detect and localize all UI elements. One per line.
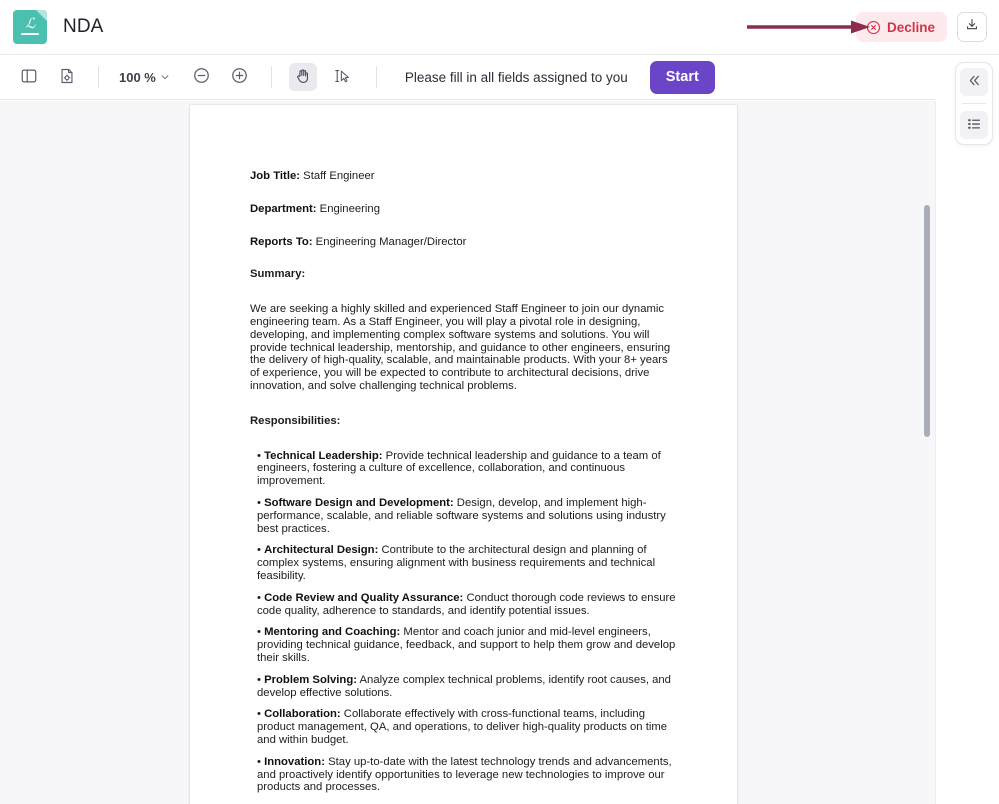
collapse-panel-button[interactable] [960,68,988,96]
field-value: Engineering Manager/Director [312,235,467,248]
list-item: • Architectural Design: Contribute to the architectural design and planning of complex systems, ensuring alignment with business requirements and technical feasibility. [257,544,656,582]
list-item-text: Mentor and coach junior and mid-level engineers, providing technical guidance, feedback, and support to help them grow and develop their skills. [257,626,676,664]
list-item-term: Innovation: [264,755,325,768]
viewer-toolbar [0,55,935,100]
start-button[interactable]: Start [650,61,715,94]
list-item: • Problem Solving: Analyze complex technical problems, identify root causes, and develop effective solutions. [257,673,671,699]
list-item-term: Code Review and Quality Assurance: [264,591,464,604]
annotation-arrow [747,19,871,35]
zoom-out-button[interactable] [188,63,216,91]
pan-tool-button[interactable] [289,63,317,91]
zoom-in-button[interactable] [226,63,254,91]
right-rail [955,62,993,145]
toolbar-divider-2 [271,66,272,88]
signature-document-icon: ℒ [13,10,47,44]
field-reports-to [250,236,680,249]
summary-heading: Summary: [250,268,306,281]
document-content [250,170,680,803]
list-item: • Technical Leadership: Provide technical leadership and guidance to a team of engineers, fostering a culture of excellence, collaboration, and continuous improvement. [257,449,661,488]
list-item-text: Analyze complex technical problems, identify root causes, and develop effective solutions. [257,673,671,699]
toolbar-divider-3 [376,66,377,88]
responsibilities-heading: Responsibilities: [250,414,341,427]
toolbar-divider-1 [98,66,99,88]
fields-list-button[interactable] [960,111,988,139]
list-item: • Collaboration: Collaborate effectively with cross-functional teams, including product management, QA, and operations, to deliver high-quality products on time and within budget. [257,708,668,746]
list-fields-icon [966,116,982,135]
list-item: • Software Design and Development: Design, develop, and implement high-performance, scalable, and reliable software systems and solutions using industry best practices. [257,496,666,535]
field-value: Engineering [316,202,380,215]
chevron-down-icon [160,70,170,85]
list-item: • Innovation: Stay up-to-date with the latest technology trends and advancements, and proactively identify opportunities to leverage new technologies to improve our products and processes. [257,755,672,794]
summary-paragraph: We are seeking a highly skilled and experienced Staff Engineer to join our dynamic engineering team. As a Staff Engineer, you will play a pivotal role in designing, developing, and implementing complex software systems and solutions. You will provide technical leadership, mentorship, and guidance to other engineers, ensuring the delivery of high-quality, scalable, and maintainable products. With your 8+ years of experience, you will be expected to contribute to architectural decisions, drive innovation, and solve challenging technical problems. [250,303,671,392]
responsibilities-list [250,450,680,795]
app-header [0,0,999,55]
list-item-term: Mentoring and Coaching: [264,626,401,639]
list-item-text: Conduct thorough code reviews to ensure code quality, adherence to standards, and identify potential issues. [257,591,676,617]
list-item-term: Technical Leadership: [264,449,383,462]
list-item-text: Provide technical leadership and guidance to a team of engineers, fostering a culture of excellence, collaboration, and continuous improvement. [257,449,661,488]
list-item: • Mentoring and Coaching: Mentor and coach junior and mid-level engineers, providing technical guidance, feedback, and support to help them grow and develop their skills. [257,626,676,664]
scrollbar-thumb[interactable] [924,205,930,437]
field-label: Job Title: [250,170,301,182]
document-gear-icon [58,67,76,88]
chevron-double-left-icon [967,73,982,91]
list-item-text: Contribute to the architectural design and planning of complex systems, ensuring alignment with business requirements and technical feasibility. [257,544,656,582]
list-item-text: Collaborate effectively with cross-functional teams, including product management, QA, and operations, to deliver high-quality products on time and within budget. [257,708,668,746]
hand-icon [294,67,312,88]
download-icon [964,17,980,38]
decline-button[interactable] [856,12,947,42]
panel-left-icon [20,67,38,88]
sidebar-toggle-button[interactable] [15,63,43,91]
field-department [250,203,680,216]
status-text: Please fill in all fields assigned to you [404,69,628,85]
rail-divider [962,103,986,104]
document-viewer[interactable] [0,101,935,804]
download-button[interactable] [957,12,987,42]
field-job-title [250,170,680,183]
select-tool-button[interactable] [327,63,355,91]
field-label: Department: [250,202,317,215]
page-settings-button[interactable] [53,63,81,91]
zoom-level-dropdown[interactable] [115,68,174,87]
text-select-icon [332,67,350,88]
page-title: NDA [63,16,104,37]
document-page [190,105,737,804]
decline-label: Decline [886,19,935,35]
list-item-term: Architectural Design: [264,544,379,557]
plus-circle-icon [230,66,249,88]
list-item-term: Collaboration: [264,708,341,721]
list-item-text: Design, develop, and implement high-performance, scalable, and reliable software systems and solutions using industry best practices. [257,496,666,535]
viewer-right-divider [935,101,936,804]
field-label: Reports To: [250,235,313,248]
circle-x-icon [866,20,881,35]
list-item-term: Software Design and Development: [264,496,454,509]
zoom-level-value: 100 % [119,69,156,85]
list-item-term: Problem Solving: [264,673,357,686]
field-value: Staff Engineer [300,170,375,182]
vertical-scrollbar[interactable] [922,203,932,804]
list-item-text: Stay up-to-date with the latest technology trends and advancements, and proactively identify opportunities to leverage new technologies to improve our products and processes. [257,755,672,794]
list-item: • Code Review and Quality Assurance: Conduct thorough code reviews to ensure code quality, adherence to standards, and identify potential issues. [257,591,676,617]
minus-circle-icon [192,66,211,88]
